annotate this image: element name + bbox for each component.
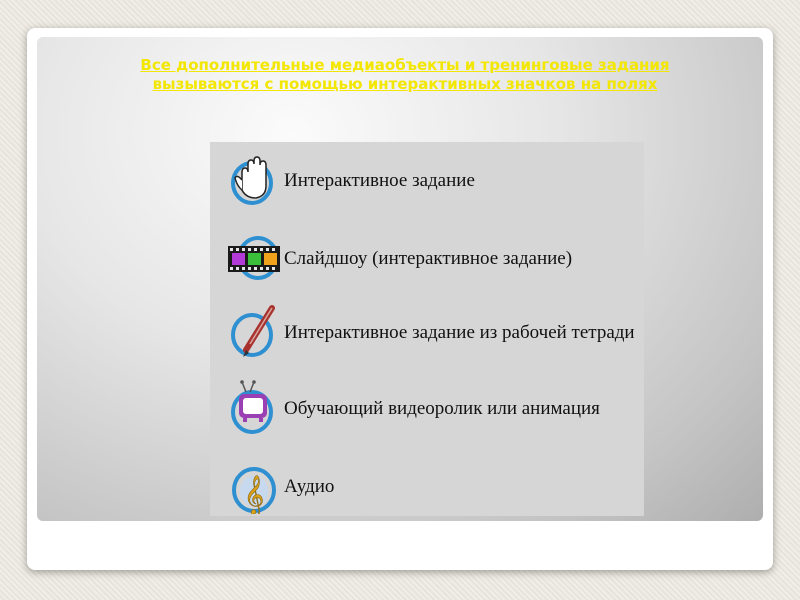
legend-label: Аудио	[284, 476, 335, 497]
legend-label: Интерактивное задание	[284, 170, 475, 191]
tv-icon	[228, 378, 280, 436]
legend-label: Обучающий видеоролик или анимация	[284, 398, 600, 419]
filmstrip-icon	[228, 228, 280, 286]
legend-item-interactive-task	[210, 146, 644, 216]
legend-item-slideshow	[210, 224, 644, 294]
svg-text:𝄞: 𝄞	[243, 475, 265, 514]
legend-item-workbook-task	[210, 298, 644, 368]
pen-icon	[228, 302, 280, 360]
legend-item-video	[210, 374, 644, 444]
hand-icon	[228, 150, 280, 208]
treble-clef-icon	[228, 456, 280, 514]
legend-label: Интерактивное задание из рабочей тетради	[284, 322, 635, 343]
legend-item-audio	[210, 452, 644, 522]
slide-title: Все дополнительные медиаобъекты и тренинговые задания вызываются с помощью интерактивных значков на полях	[140, 56, 670, 93]
icon-legend-panel	[210, 142, 644, 516]
legend-label: Слайдшоу (интерактивное задание)	[284, 248, 573, 269]
